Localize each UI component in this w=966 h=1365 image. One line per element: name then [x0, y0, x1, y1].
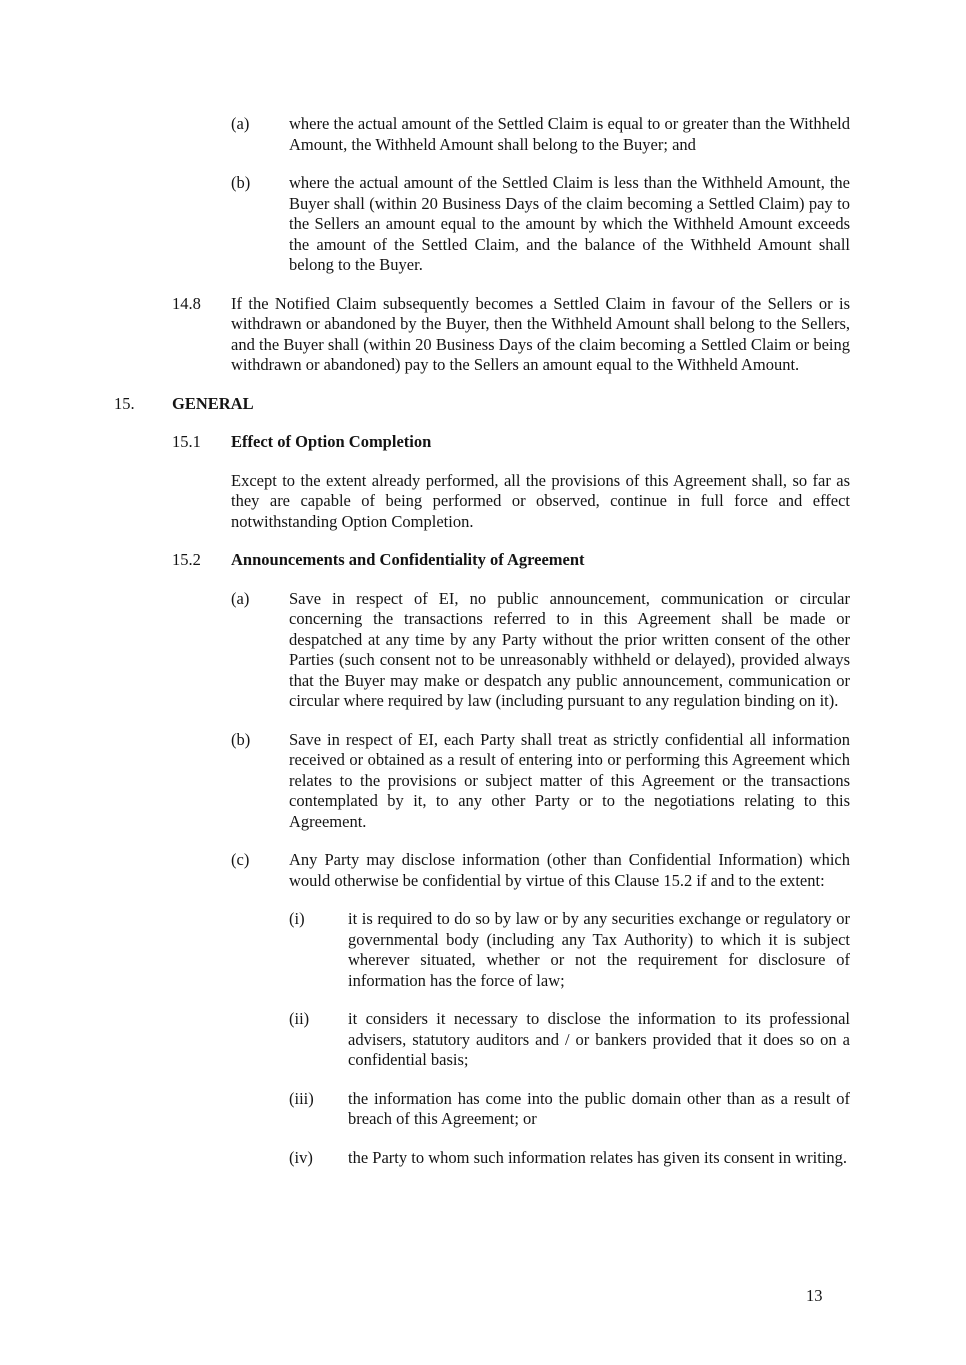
clause-title: Effect of Option Completion: [231, 432, 432, 451]
clause-text: Save in respect of EI, each Party shall treat as strictly confidential all information received or obtained as a result of entering into or performing this Agreement which relates to the provisions or subject matter of this Agreement or the transactions contemplated by it, to any other Party or to the negotiations relating to this Agreement.: [289, 729, 850, 831]
clause-15-2-item-a: [114, 589, 850, 712]
page-number: 13: [806, 1286, 823, 1305]
clause-15-2-item-c-i: [114, 909, 850, 991]
clause-14-list-item-b: [114, 173, 850, 276]
clause-15-2-item-b: [114, 730, 850, 833]
clause-14-list-item-a: [114, 114, 850, 155]
clause-marker: (b): [231, 173, 251, 192]
clause-marker: 15.1: [172, 432, 201, 451]
clause-14-8: [114, 294, 850, 376]
clause-text: it considers it necessary to disclose the information to its professional advisers, statutory auditors and / or bankers provided that it does so on a confidential basis;: [348, 1009, 850, 1069]
section-15-heading: [114, 394, 850, 415]
clause-15-1-body: [114, 471, 850, 533]
clause-marker: (i): [289, 909, 305, 928]
clause-15-1-heading: [114, 432, 850, 453]
clause-15-2-item-c: [114, 850, 850, 891]
clause-marker: [172, 471, 231, 533]
clause-text: where the actual amount of the Settled Claim is less than the Withheld Amount, the Buyer shall (within 20 Business Days of the claim becoming a Settled Claim) pay to the Sellers an amount equal to the amount by which the Withheld Amount exceeds the amount of the Settled Claim, and the balance of the Withheld Amount shall belong to the Buyer.: [289, 173, 850, 274]
clause-marker: (a): [231, 588, 250, 608]
clause-15-2-item-c-ii: [114, 1009, 850, 1071]
clause-marker: 14.8: [172, 293, 201, 313]
clause-marker: (b): [231, 729, 251, 749]
clause-marker: 15.2: [172, 550, 201, 569]
clause-marker: (ii): [289, 1009, 310, 1028]
clause-marker: (c): [231, 850, 250, 869]
clause-15-2-item-c-iv: [114, 1148, 850, 1169]
clause-text: Any Party may disclose information (other than Confidential Information) which would otherwise be confidential by virtue of this Clause 15.2 if and to the extent:: [289, 850, 850, 890]
section-marker: 15.: [114, 393, 135, 413]
clause-text: it is required to do so by law or by any securities exchange or regulatory or governmental body (including any Tax Authority) to which it is subject wherever situated, whether or not the requirement for disclosure of information has the force of law;: [348, 909, 850, 990]
clause-marker: (iii): [289, 1088, 314, 1108]
clause-text: Save in respect of EI, no public announcement, communication or circular concerning the transactions referred to in this Agreement shall be made or despatched at any time by any Party without the prior written consent of the other Parties (such consent not to be unreasonably withheld or delayed), provided always that the Buyer may make or despatch any public announcement, communication or circular where required by law (including pursuant to any regulation binding on it).: [289, 588, 850, 710]
clause-title: Announcements and Confidentiality of Agreement: [231, 550, 585, 569]
clause-text: the information has come into the public domain other than as a result of breach of this Agreement; or: [348, 1088, 850, 1128]
clause-marker: (iv): [289, 1147, 313, 1167]
clause-marker: (a): [231, 114, 250, 133]
clause-text: If the Notified Claim subsequently becomes a Settled Claim in favour of the Sellers or is withdrawn or abandoned by the Buyer, then the Withheld Amount shall belong to the Sellers, and the Buyer shall (within 20 Business Days of the claim becoming a Settled Claim or being withdrawn or abandoned) pay to the Sellers an amount equal to the Withheld Amount.: [231, 293, 850, 374]
document-content: [114, 114, 850, 1186]
clause-15-2-heading: [114, 550, 850, 571]
clause-text: where the actual amount of the Settled Claim is equal to or greater than the Withheld Amount, the Withheld Amount shall belong to the Buyer; and: [289, 114, 850, 154]
section-title: GENERAL: [172, 393, 254, 413]
clause-15-2-item-c-iii: [114, 1089, 850, 1130]
clause-text: Except to the extent already performed, all the provisions of this Agreement shall, so far as they are capable of being performed or observed, continue in full force and effect notwithstanding Option Completion.: [231, 470, 850, 531]
clause-text: the Party to whom such information relates has given its consent in writing.: [348, 1147, 848, 1167]
